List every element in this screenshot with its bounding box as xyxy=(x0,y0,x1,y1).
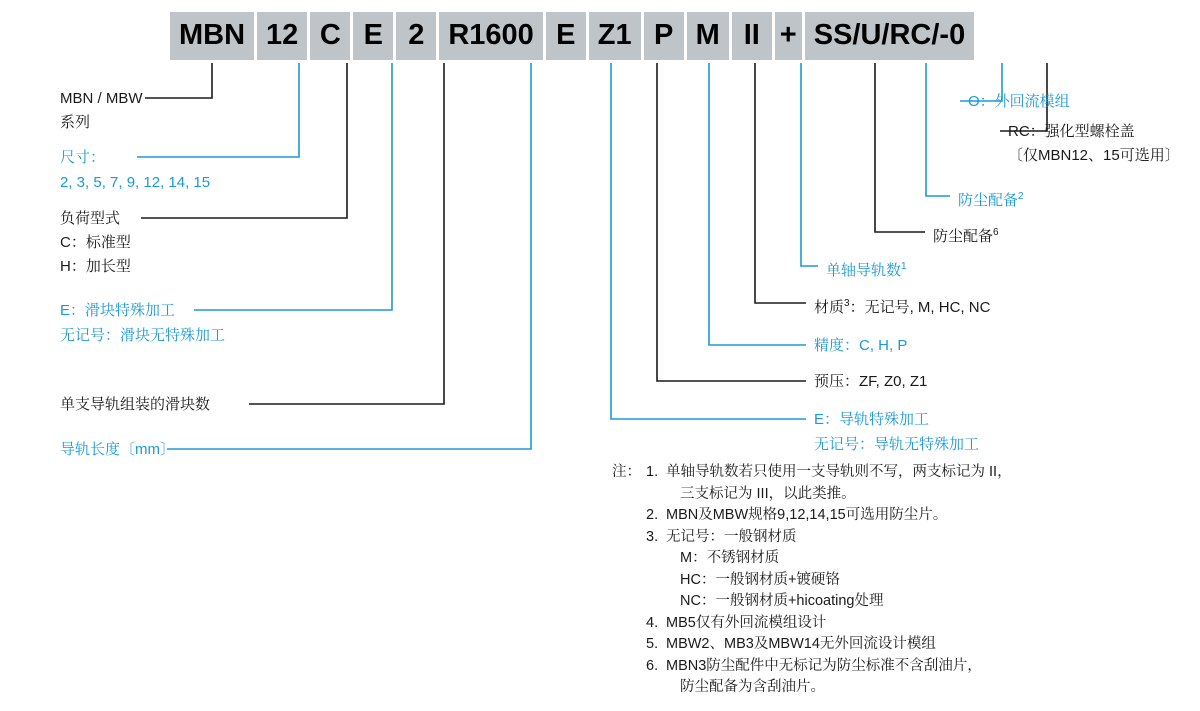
code-cell-accuracy: P xyxy=(644,12,684,60)
note-item xyxy=(646,505,1012,527)
note-body xyxy=(666,613,826,635)
label-material xyxy=(814,293,990,318)
note-number: 3. xyxy=(646,528,659,545)
notes-label: 注： xyxy=(612,464,641,480)
code-cell-size: 12 xyxy=(257,12,307,60)
note-line: MB5仅有外回流模组设计 xyxy=(666,614,827,631)
note-number: 1. xyxy=(646,464,659,480)
note-number: 6. xyxy=(646,657,659,674)
label-series-line2: 系列 xyxy=(60,114,91,131)
note-item xyxy=(646,634,1012,656)
label-material-values: ：无记号, M, HC, NC xyxy=(849,299,991,316)
label-dust-preparation-6-text: 防尘配备 xyxy=(933,228,994,245)
notes-row xyxy=(612,462,1012,699)
note-line: MBN及MBW规格9,12,14,15可选用防尘片。 xyxy=(666,507,948,523)
label-series-line1: MBN / MBW xyxy=(60,90,143,107)
note-line: HC：一般钢材质+镀硬铬 xyxy=(680,571,840,588)
code-cell-material: M xyxy=(687,12,729,60)
label-block-special-machining: E：滑块特殊加工 xyxy=(60,302,176,319)
label-material-text: 材质 xyxy=(814,299,845,316)
label-size-title: 尺寸： xyxy=(60,149,106,166)
note-number: 4. xyxy=(646,614,659,631)
label-block-no-special-machining: 无记号：滑块无特殊加工 xyxy=(60,327,226,344)
code-cell-load-type: C xyxy=(310,12,350,60)
note-line: NC：一般钢材质+hicoating处理 xyxy=(680,593,884,609)
note-number: 2. xyxy=(646,507,659,523)
note-body xyxy=(666,505,947,527)
label-external-recirculation-module: O：外回流模组 xyxy=(968,93,1070,110)
label-accuracy: 精度：C, H, P xyxy=(814,337,908,354)
label-load-type-c: C：标准型 xyxy=(60,234,131,251)
label-dust-preparation-2-superscript: 2 xyxy=(1018,191,1024,202)
note-line: 三支标记为 III，以此类推。 xyxy=(680,485,856,502)
notes-list xyxy=(646,462,1012,699)
code-cell-block-count: 2 xyxy=(396,12,436,60)
label-size-values: 2, 3, 5, 7, 9, 12, 14, 15 xyxy=(60,174,211,191)
notes-block xyxy=(612,462,1012,699)
code-cell-rail-count: II xyxy=(732,12,772,60)
label-dust-preparation-6-superscript: 6 xyxy=(993,227,999,238)
note-body xyxy=(666,527,883,613)
code-cell-options: SS/U/RC/-0 xyxy=(805,12,974,60)
note-item xyxy=(646,613,1012,635)
label-rail-no-special-machining: 无记号：导轨无特殊加工 xyxy=(814,436,980,453)
label-rc-option-line1: RC：强化型螺栓盖 xyxy=(1008,123,1135,140)
note-body xyxy=(666,634,936,656)
label-dust-preparation-2 xyxy=(958,186,1024,211)
label-load-type-title: 负荷型式 xyxy=(60,210,121,227)
label-dust-preparation-2-text: 防尘配备 xyxy=(958,192,1019,209)
label-preload: 预压：ZF, Z0, Z1 xyxy=(814,373,928,390)
note-number: 5. xyxy=(646,636,659,652)
label-block-count: 单支导轨组装的滑块数 xyxy=(60,396,211,413)
note-line: 单轴导轨数若只使用一支导轨则不写，两支标记为 II， xyxy=(666,464,1012,480)
model-code-bar xyxy=(170,12,974,60)
code-cell-block-special: E xyxy=(353,12,393,60)
note-line: 防尘配备为含刮油片。 xyxy=(680,679,825,695)
label-rail-length: 导轨长度〔mm〕 xyxy=(60,441,175,458)
note-item xyxy=(646,656,1012,699)
note-body xyxy=(666,462,1012,505)
label-rc-option-line2: 〔仅MBN12、15可选用〕 xyxy=(1008,147,1180,164)
note-item xyxy=(646,527,1012,613)
code-cell-preload: Z1 xyxy=(589,12,641,60)
label-rail-count-superscript: 1 xyxy=(901,261,907,272)
note-line: M：不锈钢材质 xyxy=(680,550,780,566)
note-line: MBN3防尘配件中无标记为防尘标准不含刮油片， xyxy=(666,657,982,674)
note-line: MBW2、MB3及MBW14无外回流设计模组 xyxy=(666,636,936,652)
label-load-type-h: H：加长型 xyxy=(60,258,131,275)
code-cell-rail-special: E xyxy=(546,12,586,60)
code-cell-rail-length: R1600 xyxy=(439,12,542,60)
note-body xyxy=(666,656,982,699)
code-cell-plus: + xyxy=(775,12,802,60)
label-rail-count xyxy=(826,256,907,281)
note-item xyxy=(646,462,1012,505)
label-material-superscript: 3 xyxy=(844,298,850,309)
code-cell-series: MBN xyxy=(170,12,254,60)
label-rail-special-machining: E：导轨特殊加工 xyxy=(814,411,930,428)
note-line: 无记号：一般钢材质 xyxy=(666,528,797,545)
label-dust-preparation-6 xyxy=(933,222,999,247)
label-rail-count-text: 单轴导轨数 xyxy=(826,262,902,279)
